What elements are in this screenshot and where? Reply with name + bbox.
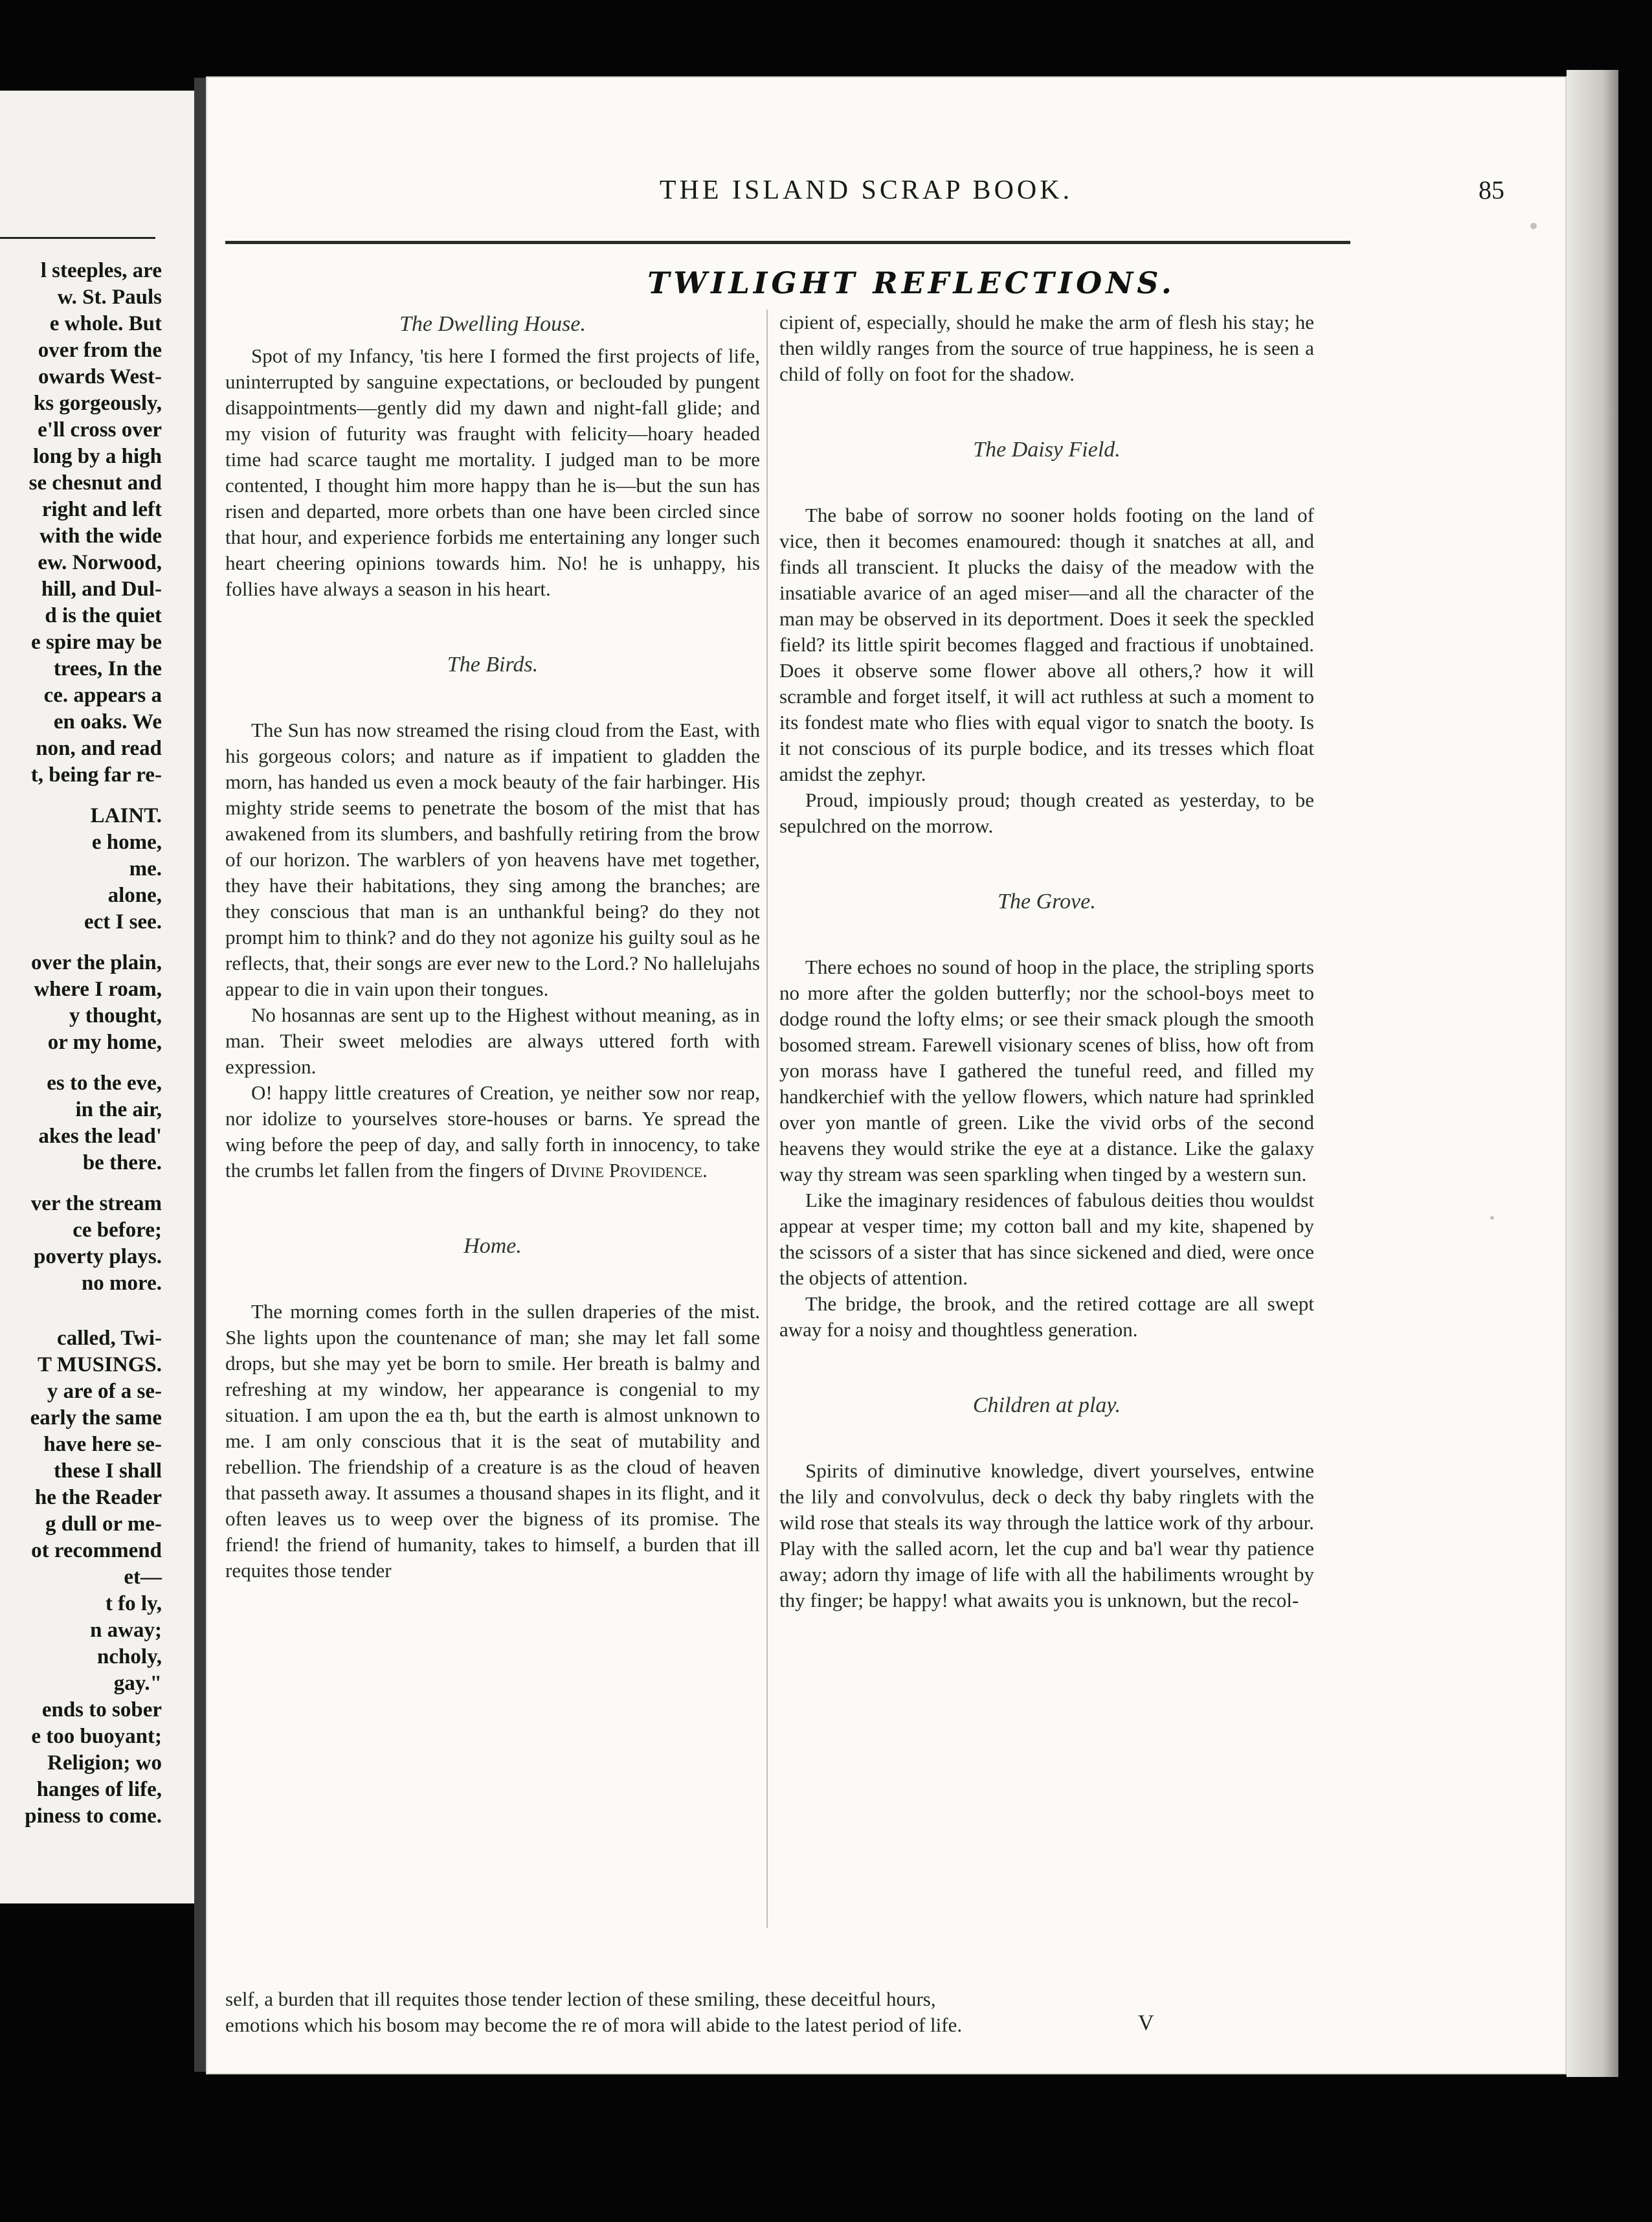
previous-page-line: l steeples, are: [40, 259, 162, 282]
running-header: THE ISLAND SCRAP BOOK.: [659, 175, 1073, 205]
previous-page-line: ce before;: [73, 1218, 162, 1242]
previous-page-line: owards West-: [38, 365, 162, 388]
previous-page-line: me.: [129, 857, 162, 881]
previous-page-rule: [0, 237, 155, 239]
previous-page-line: where I roam,: [34, 978, 162, 1001]
section-heading-home: Home.: [463, 1234, 522, 1258]
paragraph-children: Spirits of diminutive knowledge, divert yourselves, entwine the lily and convolvulus, deck o deck thy baby ringlets with the wild rose that steals its way through the lattice work of thy arbour. Play with the salled acorn, let the cup and ba'l wear thy patience away; adorn thy image of life with all the habiliments wrought by thy finger; be happy! what awaits you is unknown, but the recol-: [779, 1459, 1314, 1611]
previous-page-line: en oaks. We: [53, 710, 162, 734]
previous-page-line: no more.: [81, 1272, 162, 1295]
section-heading-grove: The Grove.: [998, 890, 1096, 914]
previous-page-line: e home,: [91, 831, 162, 854]
previous-page-line: e spire may be: [31, 631, 162, 654]
previous-page-line: ew. Norwood,: [38, 551, 162, 574]
previous-page-line: ect I see.: [84, 910, 162, 934]
paragraph-daisy-2: Proud, impiously proud; though created as yesterday, to be sepulchred on the morrow.: [779, 789, 1314, 837]
paragraph-birds-3-text: O! happy little creatures of Creation, ye neither sow nor reap, nor idolize to yourselves store-houses or barns. Ye spread the wing before the peep of day, and sally forth in innocency, to take the crumbs let fallen from the fingers of: [225, 1081, 760, 1182]
book-gutter: [194, 78, 206, 2072]
previous-page-line: et—: [124, 1566, 162, 1589]
previous-page-line: LAINT.: [90, 804, 162, 827]
section-heading-dwelling: The Dwelling House.: [399, 312, 586, 336]
section-heading-daisy: The Daisy Field.: [973, 438, 1121, 462]
previous-page-line: T MUSINGS.: [38, 1353, 162, 1376]
previous-page-line: se chesnut and: [28, 471, 162, 495]
previous-page-line: e too buoyant;: [31, 1725, 162, 1748]
paragraph-home: The morning comes forth in the sullen draperies of the mist. She lights upon the countenance of man; she may let fall some drops, but she may yet be born to smile. Her breath is balmy and refreshing at my window, her appearance is congenial to my situation. I am upon the ea th, but the earth is almost unknown to me. I am only conscious that it is the seat of mutability and rebellion. The friendship of a creature is as the cloud of heaven that passeth away. It assumes a thousand shapes in its flight, and it often leaves us to weep over the bigness of its promise. The friend! the friend of humanity, takes to himself, a burden that ill requites those tender: [225, 1300, 760, 1582]
previous-page-line: with the wide: [39, 524, 162, 548]
page-number: 85: [1479, 175, 1504, 205]
paragraph-dwelling: Spot of my Infancy, 'tis here I formed the first projects of life, uninterrupted by sanguine expectations, or beclouded by pungent disappointments—gently did my dawn and night-fall glide; and my vision of futurity was fraught with felicity—hoary headed time had scarce taught me mortality. I judged man to be more contented, I thought him more happy than he is—but the sun has risen and departed, more orbets than one have been circled since that hour, and experience forbids me entertaining any longer such heart cheering opinions towards him. No! he is unhappy, his follies have always a season in his heart.: [225, 344, 760, 600]
paper-speck: [1490, 1216, 1494, 1220]
section-heading-children: Children at play.: [972, 1393, 1121, 1417]
previous-page-line: t fo ly,: [105, 1592, 162, 1615]
previous-page-line: non, and read: [36, 737, 162, 760]
paragraph-grove-3: The bridge, the brook, and the retired cottage are all swept away for a noisy and thoughtless generation.: [779, 1292, 1314, 1341]
previous-page-line: es to the eve,: [47, 1072, 162, 1095]
paragraph-birds-1: The Sun has now streamed the rising cloud from the East, with his gorgeous colors; and nature as if impatient to gladden the morn, has handed us even a mock beauty of the fair harbinger. His mighty stride seems to penetrate the bosom of the mist that has awakened from its slumbers, and bashfully retiring from the brow of our horizon. The warblers of yon heavens have met together, they have their habitations, they sing among the branches; are they conscious that man is an unthankful being? do they not prompt him to think? and do they not agonize his guilty soul as he reflects, that, their songs are ever new to the Lord.? No hallelujahs appear to die in vain upon their tongues.: [225, 719, 760, 1000]
previous-page-line: these I shall: [54, 1459, 162, 1483]
paragraph-daisy-1: The babe of sorrow no sooner holds footing on the land of vice, then it becomes enamoured: though it snatches at all, and finds all transcient. It plucks the daisy of the meadow with the insatiable avarice of an aged miser—and all the character of the man may be observed in its deportment. Does it seek the speckled field? its little spirit becomes flagged and fractious if unobtained. Does it observe some flower above all others,? how it will scramble and forget itself, it will act ruthless at such a moment to its fondest mate who flies with equal vigor to snatch the booty. Is it not conscious of its purple bodice, and its tresses which float amidst the zephyr.: [779, 504, 1314, 785]
previous-page-line: t, being far re-: [30, 763, 162, 787]
previous-page: [0, 91, 194, 1903]
paragraph-birds-2: No hosannas are sent up to the Highest without meaning, as in man. Their sweet melodies are always uttered forth with expression.: [225, 1004, 760, 1078]
previous-page-line: hill, and Dul-: [41, 578, 162, 601]
previous-page-line: y thought,: [69, 1004, 162, 1027]
previous-page-line: e whole. But: [49, 312, 162, 335]
previous-page-line: piness to come.: [25, 1804, 162, 1828]
previous-page-line: long by a high: [33, 445, 162, 468]
providence-text: Divine Providence.: [550, 1159, 708, 1182]
bottom-lines: [225, 1986, 1350, 2038]
previous-page-line: n away;: [90, 1619, 162, 1642]
previous-page-line: trees, In the: [53, 657, 162, 680]
paragraph-grove-2: Like the imaginary residences of fabulous deities thou wouldst appear at vesper time; my cotton ball and my kite, shapened by the scissors of a sister that has since sickened and died, were once the objects of attention.: [779, 1189, 1314, 1289]
header-rule: [225, 241, 1350, 244]
page-edge: [1567, 70, 1618, 2077]
right-column: [779, 309, 1314, 1613]
previous-page-line: ks gorgeously,: [33, 392, 162, 415]
previous-page-line: early the same: [30, 1406, 162, 1430]
previous-page-line: ncholy,: [97, 1645, 162, 1668]
signature-initial: V: [1138, 2011, 1154, 2035]
section-heading-birds: The Birds.: [447, 653, 539, 677]
previous-page-line: ce. appears a: [43, 684, 162, 707]
previous-page-line: ends to sober: [41, 1698, 162, 1722]
bottom-line-2: emotions which his bosom may become the re of mora will abide to the latest period of life.: [225, 2014, 963, 2036]
article-title: TWILIGHT REFLECTIONS.: [647, 265, 1176, 300]
previous-page-line: in the air,: [75, 1098, 162, 1121]
previous-page-line: he the Reader: [34, 1486, 162, 1509]
paper-speck: [1530, 223, 1537, 229]
bottom-line-1: self, a burden that ill requites those tender lection of these smiling, these deceitful hours,: [225, 1988, 936, 2010]
previous-page-line: called, Twi-: [57, 1327, 162, 1350]
previous-page-line: alone,: [107, 884, 162, 907]
previous-page-line: g dull or me-: [45, 1512, 162, 1536]
previous-page-line: y are of a se-: [47, 1380, 162, 1403]
previous-page-line: e'll cross over: [38, 418, 162, 442]
previous-page-line: hanges of life,: [36, 1778, 162, 1801]
paragraph-grove-1: There echoes no sound of hoop in the place, the stripling sports no more after the golden butterfly; nor the school-boys meet to dodge round the lofty elms; or see their smack plough the smooth bosomed stream. Farewell visionary scenes of bliss, how oft from yon morass have I gathered the tuneful reed, and filled my handkerchief with the yellow flowers, which nature had sprinkled over yon mantle of green. Like the vivid orbs of the second heavens they would strike the eye at a distance. Like the galaxy way thy stream was seen sparkling when tinged by a western sun.: [779, 956, 1314, 1185]
left-column: [225, 309, 760, 1584]
paragraph-birds-3: [225, 1080, 760, 1184]
previous-page-line: Religion; wo: [47, 1751, 162, 1775]
page: [206, 76, 1567, 2074]
previous-page-line: w. St. Pauls: [57, 286, 162, 309]
previous-page-line: have here se-: [43, 1433, 162, 1456]
paragraph-continuation: cipient of, especially, should he make the arm of flesh his stay; he then wildly ranges from the source of true happiness, he is seen a child of folly on foot for the shadow.: [779, 311, 1314, 385]
previous-page-line: gay.": [113, 1672, 162, 1695]
previous-page-line: or my home,: [47, 1031, 162, 1054]
previous-page-line: be there.: [82, 1151, 162, 1174]
previous-page-line: right and left: [41, 498, 162, 521]
previous-page-line: d is the quiet: [45, 604, 162, 627]
previous-page-line: ver the stream: [30, 1192, 162, 1215]
previous-page-line: ot recommend: [31, 1539, 162, 1562]
column-divider: [766, 309, 768, 1928]
previous-page-line: poverty plays.: [34, 1245, 162, 1268]
previous-page-line: over the plain,: [31, 951, 162, 974]
previous-page-line: akes the lead': [38, 1125, 162, 1148]
previous-page-line: over from the: [38, 339, 162, 362]
